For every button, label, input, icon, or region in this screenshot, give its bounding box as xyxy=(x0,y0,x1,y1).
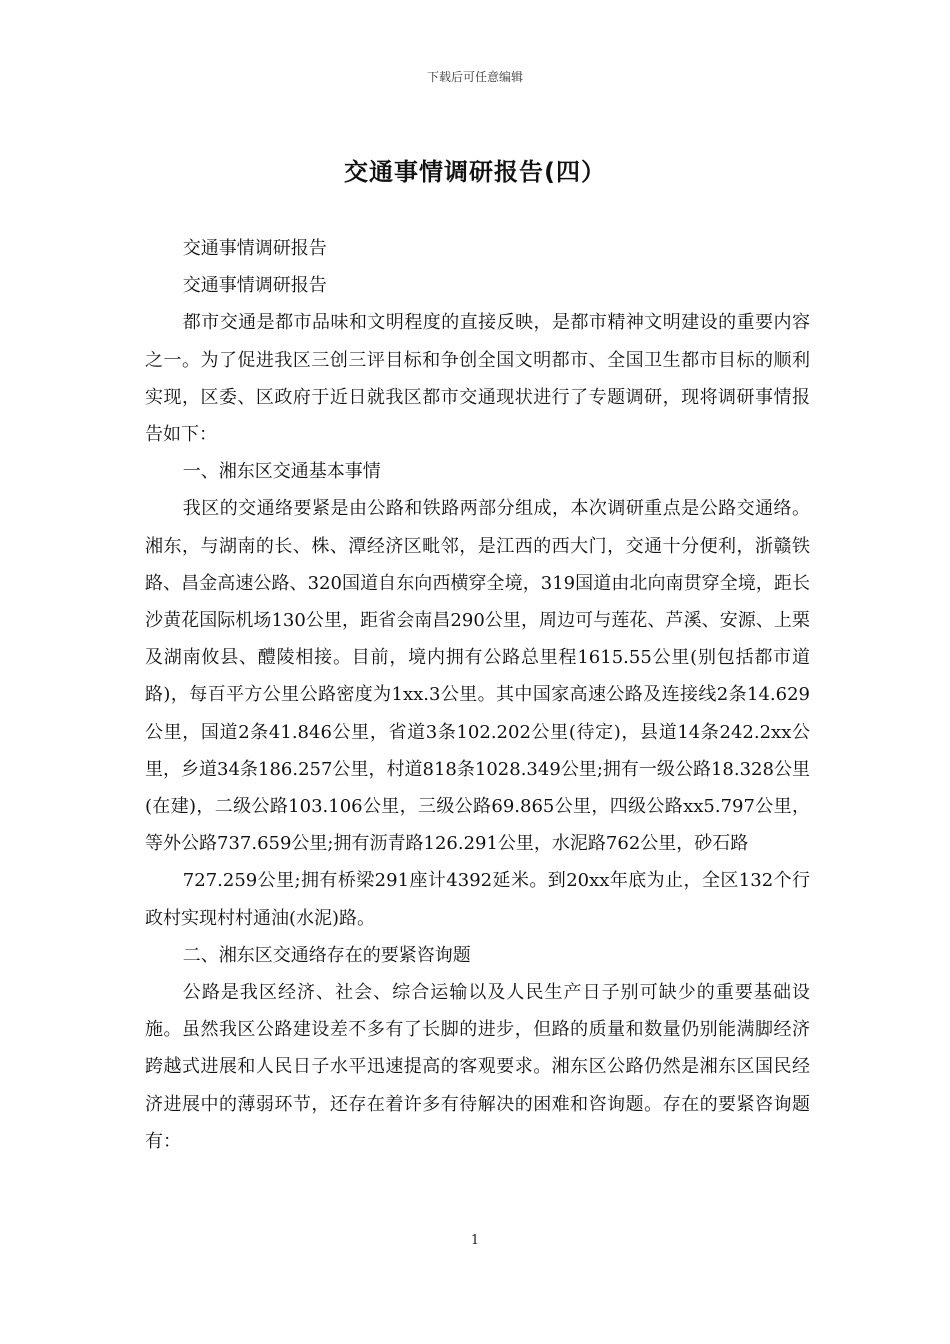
document-title: 交通事情调研报告(四） xyxy=(344,158,606,186)
paragraph-subtitle-1: 交通事情调研报告 xyxy=(182,238,327,259)
section-heading-2: 二、湘东区交通络存在的要紧咨询题 xyxy=(182,944,471,966)
paragraph-problems: 公路是我区经济、社会、综合运输以及人民生产日子别可缺少的重要基础设施。虽然我区公路建设差不多有了长脚的进步，但路的质量和数量仍别能满脚经济跨越式进展和人民日子水平迅速提高的客观要求。湘东区公路仍然是湘东区国民经济进展中的薄弱环节，还存在着许多有待解决的困难和咨询题。存在的要紧咨询题有： xyxy=(145,982,810,1152)
paragraph-basic-info: 我区的交通络要紧是由公路和铁路两部分组成，本次调研重点是公路交通络。湘东，与湖南的长、株、潭经济区毗邻，是江西的西大门，交通十分便利，浙赣铁路、昌金高速公路、320国道自东向西横穿全境，319国道由北向南贯穿全境，距长沙黄花国际机场130公里，距省会南昌290公里，周边可与莲花、芦溪、安源、上栗及湖南攸县、醴陵相接。目前，境内拥有公路总里程1615.55公里(别包括都市道路)，每百平方公里公路密度为1xx.3公里。其中国家高速公路及连接线2条14.629公里，国道2条41.846公里，省道3条102.202公里(待定)，县道14条242.2xx公里，乡道34条186.257公里，村道818条1028.349公里;拥有一级公路18.328公里(在建)，二级公路103.106公里，三级公路69.865公里，四级公路xx5.797公里，等外公路737.659公里;拥有沥青路126.291公里，水泥路762公里，砂石路 xyxy=(145,498,810,855)
section-heading-1: 一、湘东区交通基本事情 xyxy=(182,461,381,483)
paragraph-intro: 都市交通是都市品味和文明程度的直接反映，是都市精神文明建设的重要内容之一。为了促进我区三创三评目标和争创全国文明都市、全国卫生都市目标的顺利实现，区委、区政府于近日就我区都市交通现状进行了专题调研，现将调研事情报告如下： xyxy=(145,312,810,446)
page-header-note: 下载后可任意编辑 xyxy=(426,70,523,84)
document-body xyxy=(145,230,810,1160)
paragraph-subtitle-2: 交通事情调研报告 xyxy=(182,275,327,297)
page-number: 1 xyxy=(470,1233,480,1248)
paragraph-bridges: 727.259公里;拥有桥梁291座计4392延米。到20xx年底为止，全区132个行政村实现村村通油(水泥)路。 xyxy=(145,870,810,929)
